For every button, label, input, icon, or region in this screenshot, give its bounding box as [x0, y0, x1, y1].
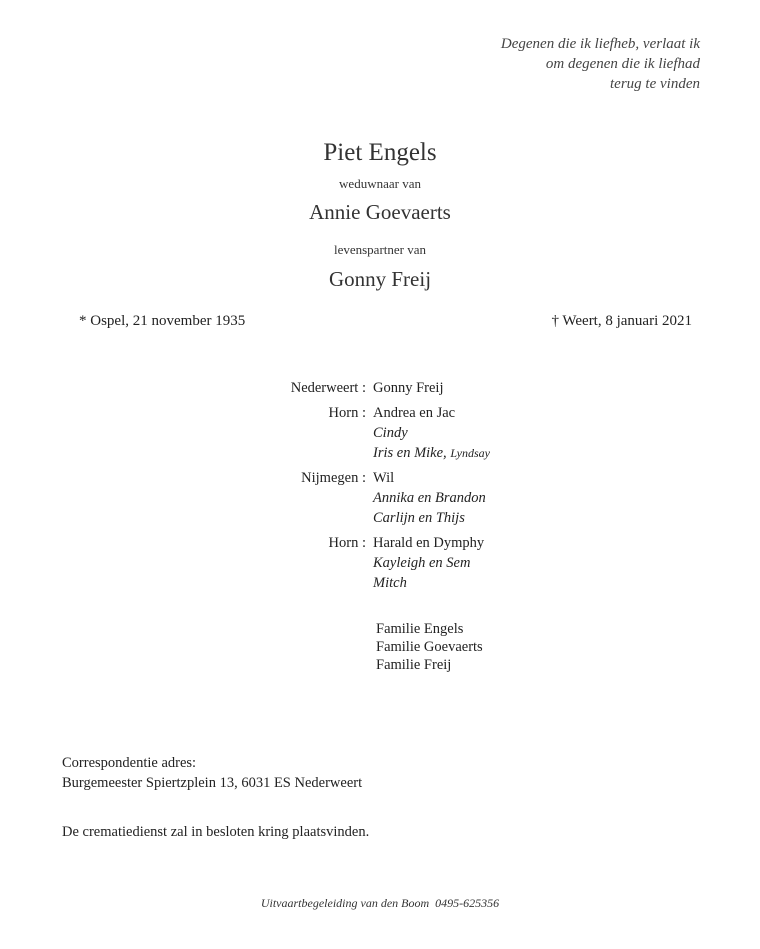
correspondence-address: Burgemeester Spiertzplein 13, 6031 ES Nederweert	[62, 775, 363, 791]
family-place: Horn :	[328, 535, 366, 551]
family-place: Nederweert :	[290, 380, 366, 396]
relation-partner: levenspartner van	[333, 242, 427, 257]
family-place: Horn :	[328, 405, 366, 421]
footer-company: Uitvaartbegeleiding van den Boom	[260, 896, 430, 910]
spouse-name: Annie Goevaerts	[309, 200, 451, 224]
relative-family: Familie Engels	[376, 621, 464, 637]
family-member: Carlijn en Thijs	[373, 510, 465, 526]
death-date: † Weert, 8 januari 2021	[551, 313, 692, 329]
poem-line: Degenen die ik liefheb, verlaat ik	[500, 36, 700, 52]
family-member	[373, 443, 490, 463]
family-member: Harald en Dymphy	[373, 535, 485, 551]
family-member: Kayleigh en Sem	[373, 555, 471, 571]
family-group	[250, 533, 550, 593]
family-member: Wil	[373, 470, 395, 486]
relation-widower: weduwnaar van	[339, 176, 421, 191]
family-member: Andrea en Jac	[373, 405, 456, 421]
family-group	[250, 468, 550, 528]
family-member-name: Iris en Mike,	[373, 445, 447, 461]
poem	[501, 34, 700, 94]
family-place: Nijmegen :	[301, 470, 366, 486]
family-member-child: Lyndsay	[450, 446, 490, 460]
correspondence-label: Correspondentie adres:	[62, 755, 197, 771]
family-member: Mitch	[373, 575, 407, 591]
service-note: De crematiedienst zal in besloten kring plaatsvinden.	[62, 824, 370, 840]
relative-family: Familie Freij	[376, 657, 452, 673]
family-member: Cindy	[373, 425, 408, 441]
footer-phone: 0495-625356	[435, 896, 500, 910]
birth-date: * Ospel, 21 november 1935	[79, 313, 246, 329]
poem-line: om degenen die ik liefhad	[545, 56, 700, 72]
deceased-name: Piet Engels	[323, 139, 437, 166]
relative-family: Familie Goevaerts	[376, 639, 483, 655]
poem-line: terug te vinden	[610, 76, 700, 92]
family-member: Gonny Freij	[373, 380, 444, 396]
family-members	[366, 533, 484, 593]
footer	[0, 895, 760, 911]
family-members	[366, 378, 443, 398]
family-group	[250, 378, 550, 398]
family-member: Annika en Brandon	[373, 490, 486, 506]
family-members	[366, 403, 490, 463]
partner-name: Gonny Freij	[328, 267, 432, 291]
family-group	[250, 403, 550, 463]
family-list	[250, 378, 550, 598]
relatives-list	[376, 620, 483, 674]
correspondence	[62, 753, 362, 793]
family-members	[366, 468, 486, 528]
